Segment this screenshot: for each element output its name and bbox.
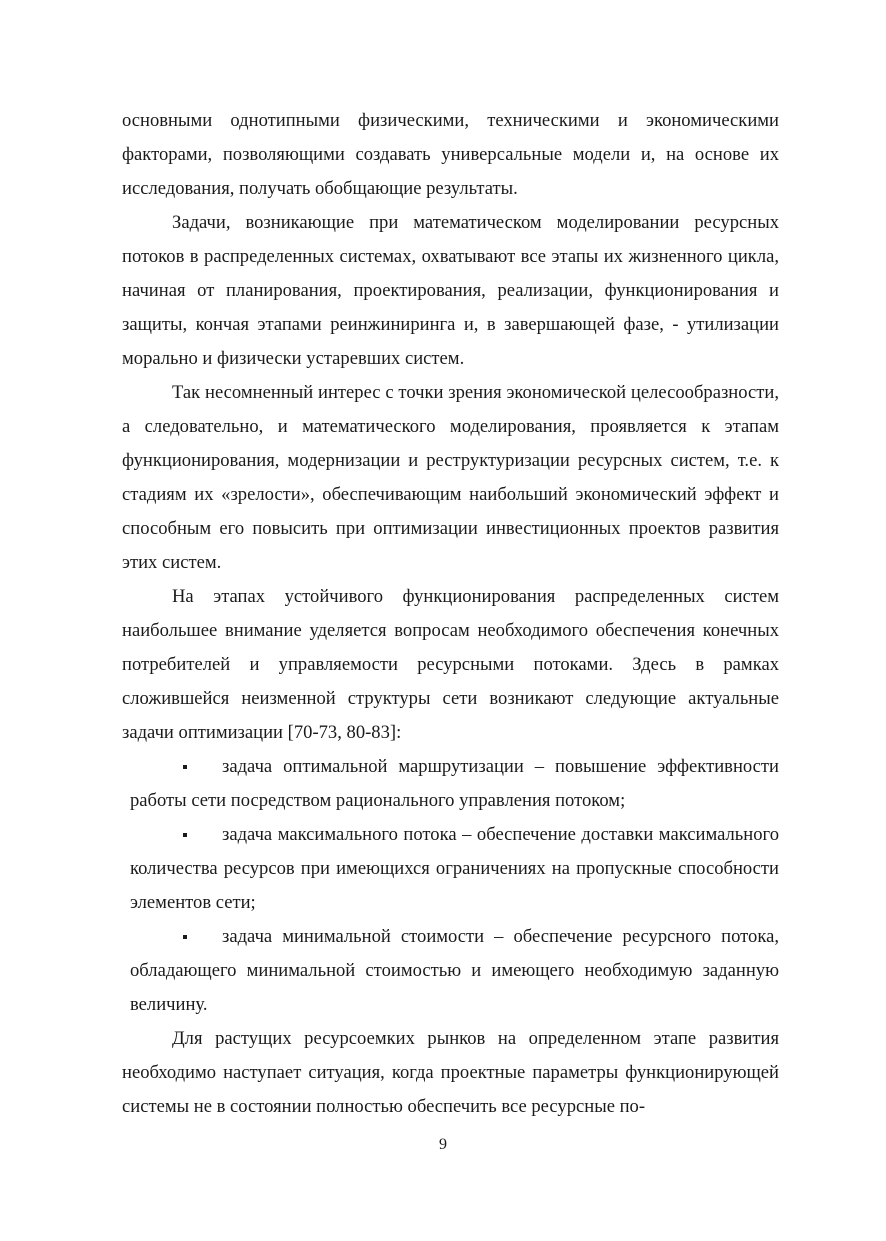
list-item-text: задача максимального потока – обеспечение доставки максимального количества ресурсов при имеющихся ограничениях на пропускные способности элементов сети; [130, 824, 779, 913]
paragraph-tasks-lifecycle: Задачи, возникающие при математическом моделировании ресурсных потоков в распределенных системах, охватывают все этапы их жизненного цикла, начиная от планирования, проектирования, реализации, функционирования и защиты, кончая этапами реинжиниринга и, в завершающей фазе, - утилизации морально и физически устаревших систем. [122, 212, 779, 369]
paragraph-growing-markets: Для растущих ресурсоемких рынков на определенном этапе развития необходимо наступает ситуация, когда проектные параметры функционирующей системы не в состоянии полностью обеспечить все ресурсные по- [122, 1028, 779, 1117]
paragraph-optimization-tasks: На этапах устойчивого функционирования распределенных систем наибольшее внимание уделяется вопросам необходимого обеспечения конечных потребителей и управляемости ресурсными потоками. Здесь в рамках сложившейся неизменной структуры сети возникают следующие актуальные задачи оптимизации [70-73, 80-83]: [122, 586, 779, 743]
text-body [122, 104, 779, 1124]
list-item-text: задача минимальной стоимости – обеспечение ресурсного потока, обладающего минимальной стоимостью и имеющего необходимую заданную величину. [130, 926, 779, 1015]
paragraph-economic-interest: Так несомненный интерес с точки зрения экономической целесообразности, а следовательно, и математического моделирования, проявляется к этапам функционирования, модернизации и реструктуризации ресурсных систем, т.е. к стадиям их «зрелости», обеспечивающим наибольший экономический эффект и способным его повысить при оптимизации инвестиционных проектов развития этих систем. [122, 382, 779, 573]
paragraph-continuation: основными однотипными физическими, техническими и экономическими факторами, позволяющими создавать универсальные модели и, на основе их исследования, получать обобщающие результаты. [122, 110, 779, 199]
bullet-marker-icon [183, 765, 187, 769]
optimization-task-list [122, 750, 779, 1022]
page-number: 9 [439, 1136, 447, 1153]
list-item [130, 818, 779, 920]
bullet-marker-icon [183, 935, 187, 939]
list-item-text: задача оптимальной маршрутизации – повышение эффективности работы сети посредством рационального управления потоком; [130, 756, 779, 811]
list-item [130, 750, 779, 818]
bullet-marker-icon [183, 833, 187, 837]
list-item [130, 920, 779, 1022]
